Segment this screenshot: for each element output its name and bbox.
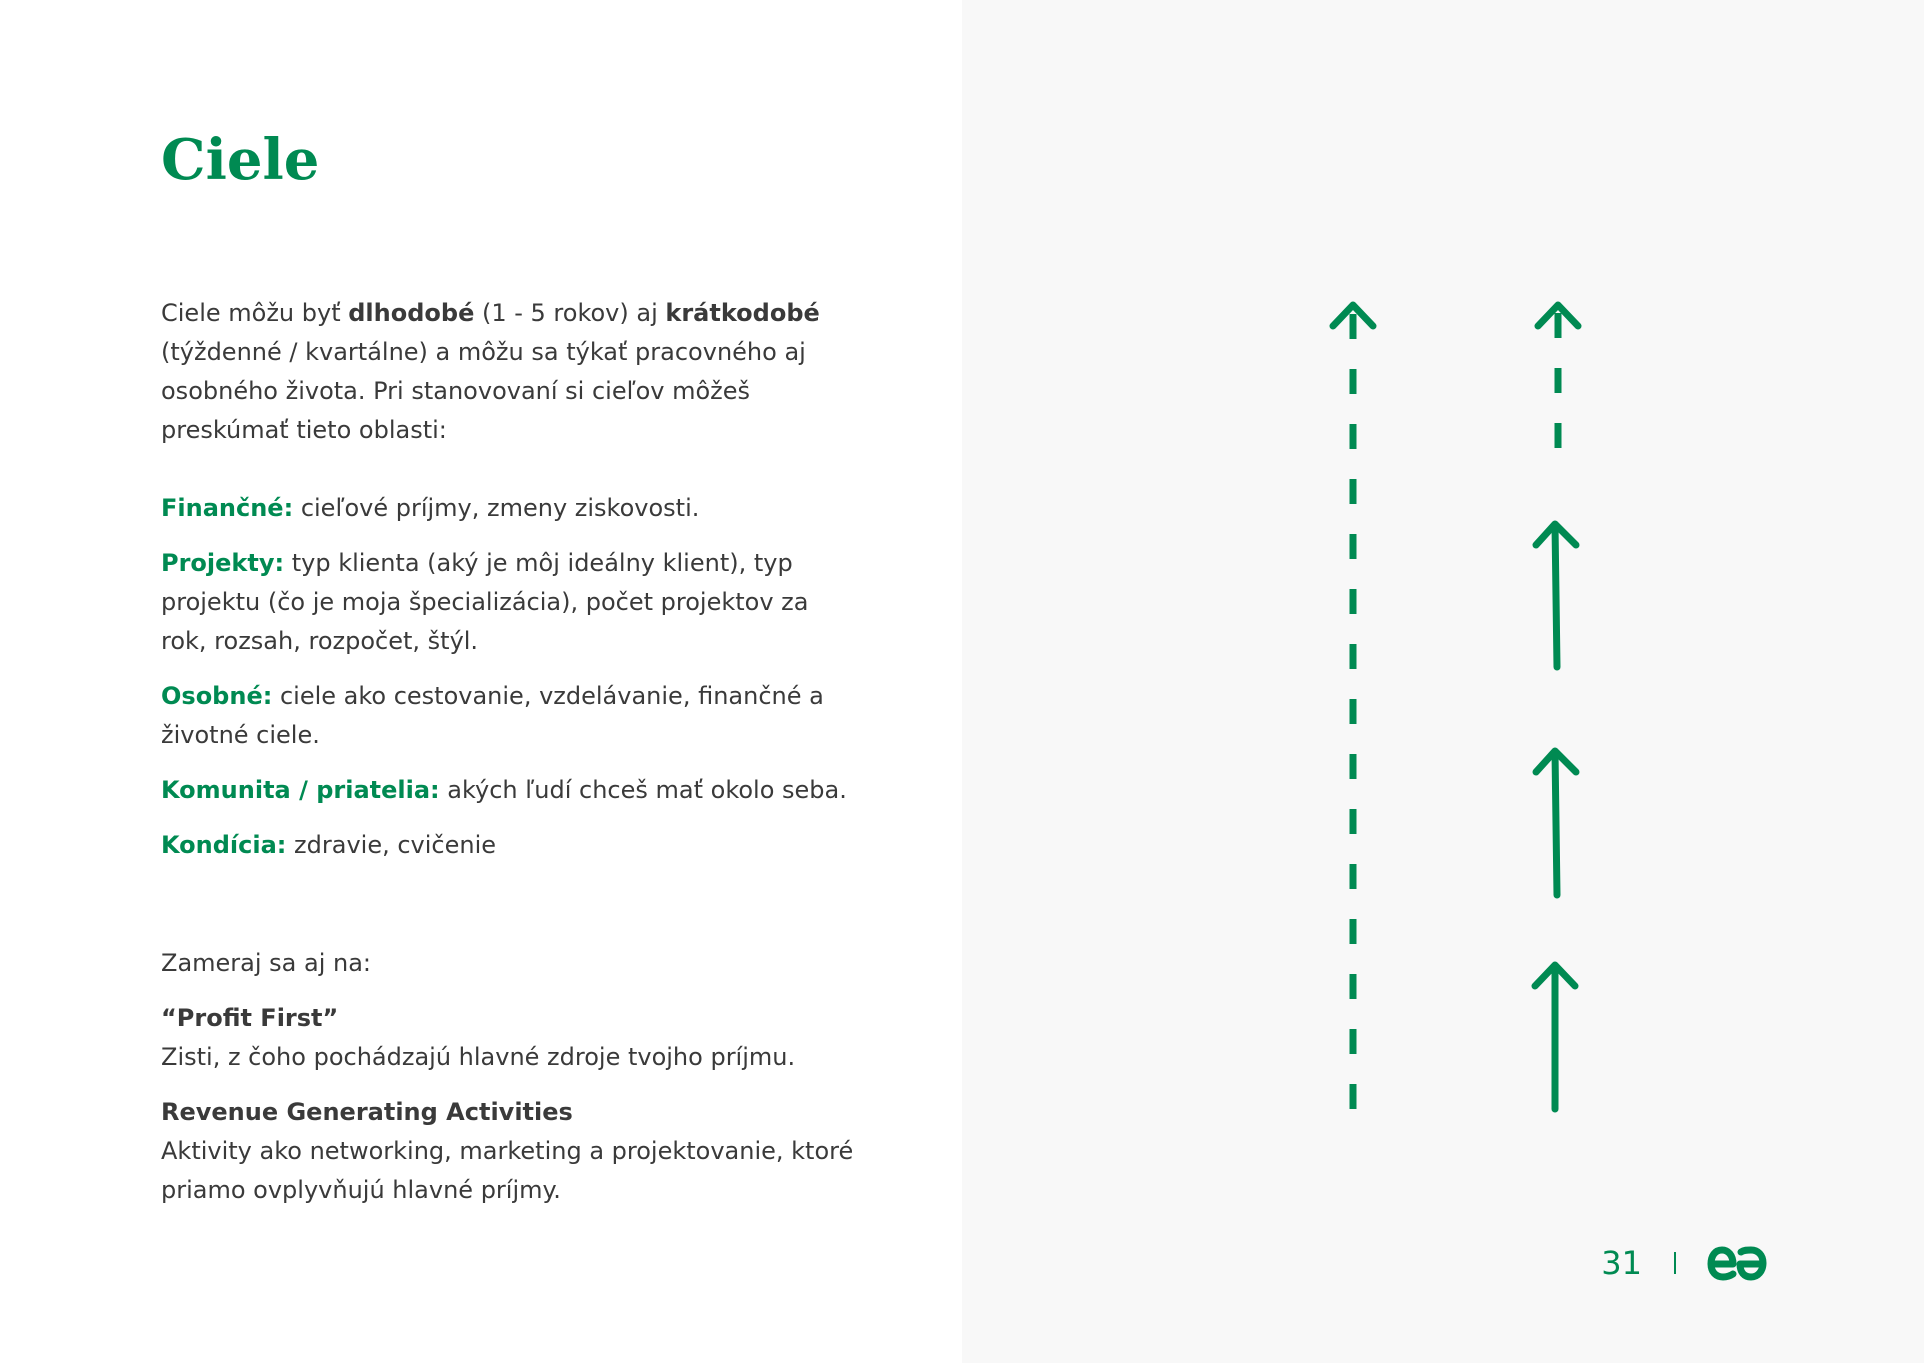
focus-lead: Zameraj sa aj na:: [161, 949, 372, 977]
page-title: Ciele: [161, 127, 320, 193]
intro-bold-short-term: krátkodobé: [665, 299, 820, 327]
area-label: Osobné:: [161, 682, 273, 710]
upward-arrow-icon: [1536, 751, 1576, 895]
upward-arrow-icon: [1536, 524, 1576, 667]
area-label: Finančné:: [161, 494, 294, 522]
area-text: ciele ako cestovanie, vzdelávanie, finančné a životné ciele.: [161, 682, 824, 749]
area-text: zdravie, cvičenie: [286, 831, 497, 859]
dashed-upward-arrow-icon: [1333, 305, 1373, 1109]
footer-divider: [1674, 1252, 1676, 1274]
upward-arrow-icon: [1535, 965, 1575, 1109]
focus-item-text: Zisti, z čoho pochádzajú hlavné zdroje tvojho príjmu.: [161, 1043, 796, 1071]
focus-item-title: Revenue Generating Activities: [161, 1098, 573, 1126]
ea-logo-icon: [1706, 1243, 1768, 1283]
intro-text: (1 - 5 rokov) aj: [474, 299, 666, 327]
area-text: typ klienta (aký je môj ideálny klient), typ projektu (čo je moja špecializácia), počet projektov za rok, rozsah, rozpočet, štýl.: [161, 549, 809, 655]
page-number: 31: [1601, 1244, 1642, 1282]
area-label: Kondícia:: [161, 831, 287, 859]
intro-text: Ciele môžu byť: [161, 299, 349, 327]
intro-bold-long-term: dlhodobé: [348, 299, 475, 327]
short-dashed-upward-arrow-icon: [1538, 305, 1578, 448]
area-text: cieľové príjmy, zmeny ziskovosti.: [293, 494, 700, 522]
intro-text: (týždenné / kvartálne) a môžu sa týkať pracovného aj osobného života. Pri stanovovaní si cieľov môžeš preskúmať tieto oblasti:: [161, 338, 806, 444]
area-label: Komunita / priatelia:: [161, 776, 440, 804]
page-footer: [1601, 1243, 1768, 1283]
area-text: akých ľudí chceš mať okolo seba.: [439, 776, 847, 804]
focus-item-title: “Profit First”: [161, 1004, 339, 1032]
area-label: Projekty:: [161, 549, 285, 577]
focus-item-text: Aktivity ako networking, marketing a projektovanie, ktoré priamo ovplyvňujú hlavné príjmy.: [161, 1137, 854, 1204]
